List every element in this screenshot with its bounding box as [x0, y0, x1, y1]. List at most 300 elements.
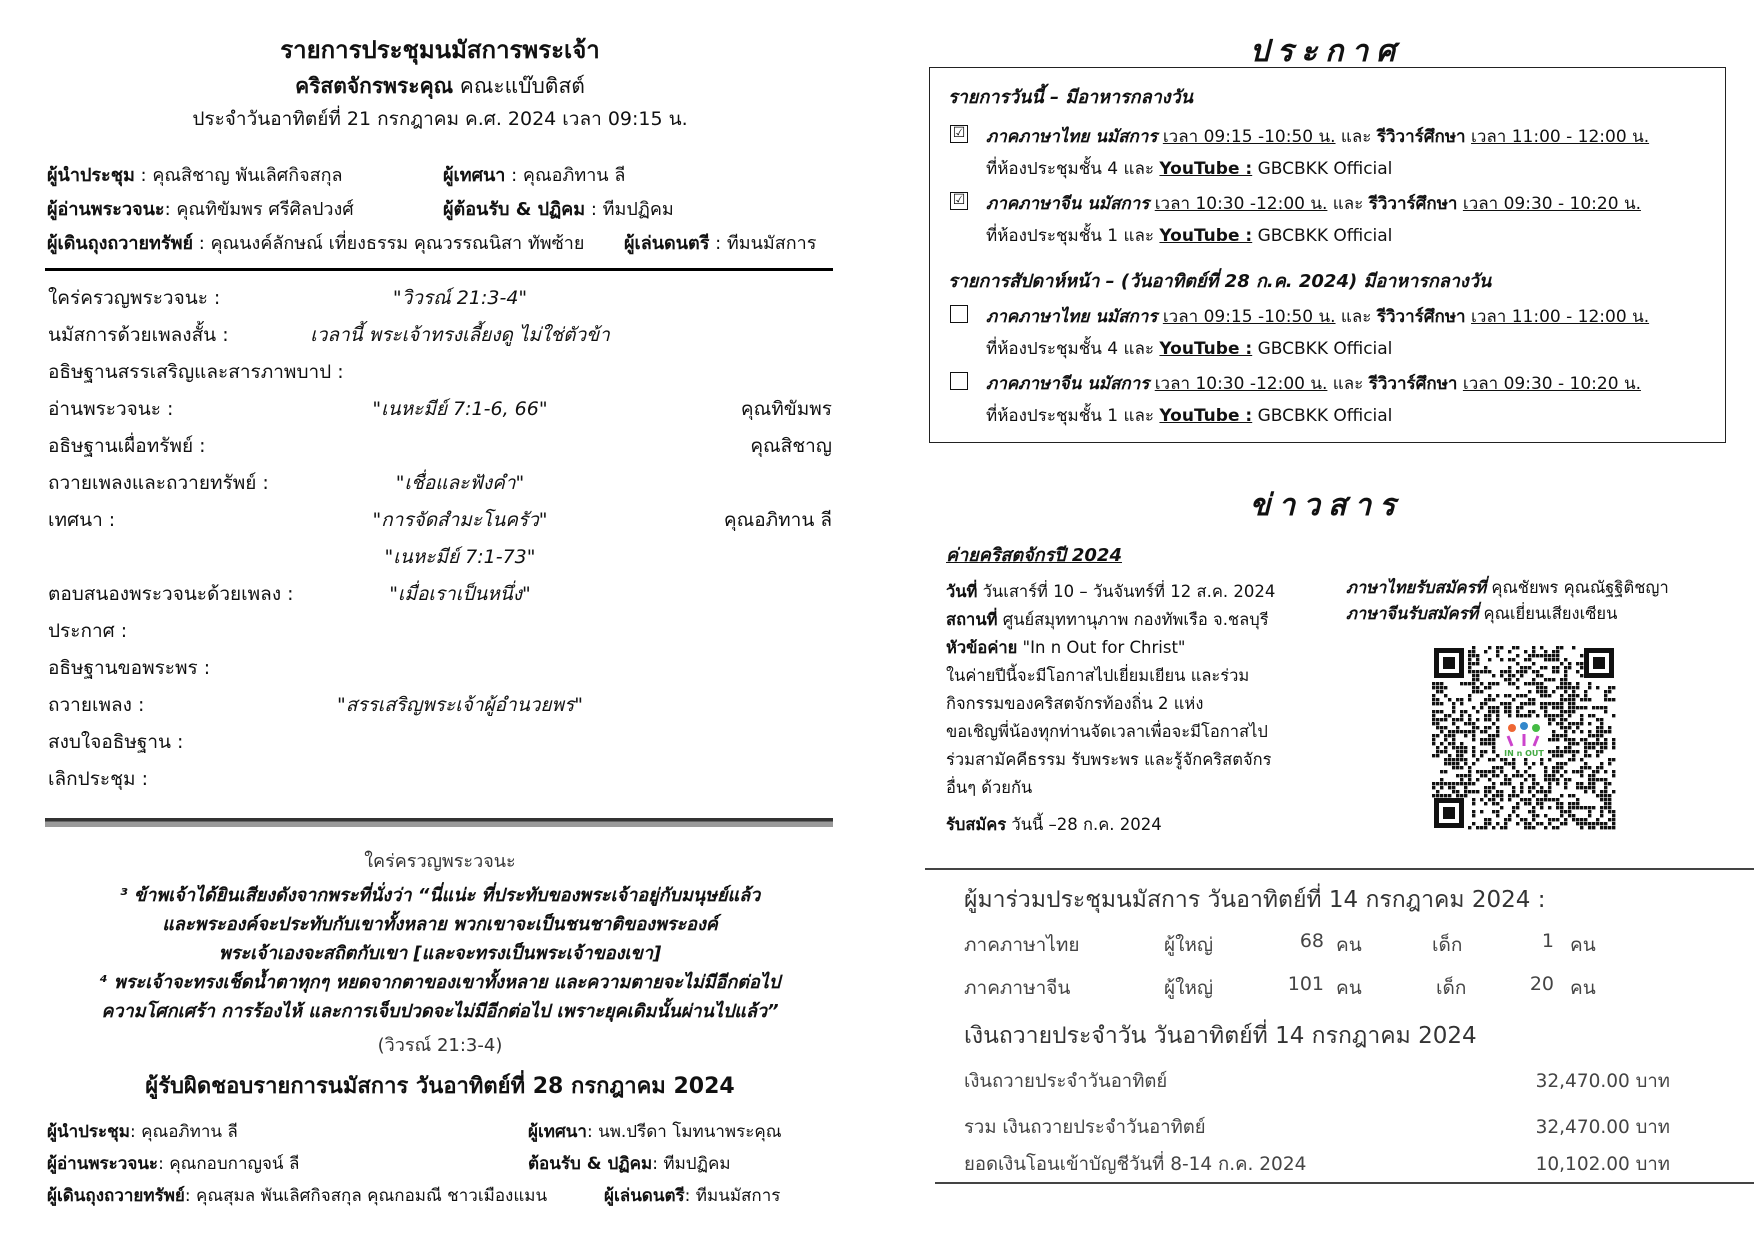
order-label: ใคร่ครวญพระวจนะ : [48, 287, 221, 309]
qr-module [1608, 686, 1611, 689]
camp-body-line: อื่นๆ ด้วยกัน [946, 778, 1033, 797]
qr-module [1612, 698, 1615, 701]
qr-module [1584, 738, 1587, 741]
camp-body-line: ร่วมสามัคคีธรรม รับพระพร และรู้จักคริสตจักร [946, 750, 1272, 769]
church-denomination: คณะแบ๊บติสต์ [459, 74, 585, 98]
camp-body-line: ในค่ายปีนี้จะมีโอกาสไปเยี่ยมเยียน และร่วม [946, 666, 1250, 685]
qr-module [1492, 738, 1495, 741]
service-language: ภาคภาษาไทย นมัสการ [986, 307, 1158, 327]
qr-module [1452, 710, 1455, 713]
qr-module [1528, 826, 1531, 829]
qr-module [1532, 678, 1535, 681]
qr-module [1596, 794, 1599, 797]
qr-module [1604, 802, 1607, 805]
qr-module [1436, 794, 1439, 797]
qr-module [1572, 742, 1575, 745]
order-detail: "เมื่อเราเป็นหนึ่ง" [389, 583, 531, 605]
qr-module [1476, 674, 1479, 677]
qr-module [1584, 698, 1587, 701]
qr-module [1592, 822, 1595, 825]
next-musician [604, 1182, 780, 1209]
qr-module [1460, 698, 1463, 701]
qr-module [1480, 670, 1483, 673]
qr-module [1512, 790, 1515, 793]
qr-module [1576, 694, 1579, 697]
qr-module [1580, 662, 1583, 665]
qr-module [1528, 810, 1531, 813]
qr-module [1612, 758, 1615, 761]
qr-module [1444, 770, 1447, 773]
study-label: รีวิวาร์ศึกษา [1368, 374, 1458, 394]
qr-module [1604, 790, 1607, 793]
qr-module [1484, 702, 1487, 705]
qr-module [1488, 698, 1491, 701]
qr-module [1452, 738, 1455, 741]
qr-module [1532, 662, 1535, 665]
qr-module [1468, 654, 1471, 657]
qr-module [1444, 734, 1447, 737]
qr-module [1580, 714, 1583, 717]
qr-module [1436, 702, 1439, 705]
qr-module [1524, 802, 1527, 805]
camp-registration-label: รับสมัคร [946, 815, 1007, 834]
qr-module [1432, 786, 1435, 789]
qr-module [1500, 674, 1503, 677]
qr-module [1584, 690, 1587, 693]
qr-module [1520, 818, 1523, 821]
qr-module [1588, 714, 1591, 717]
qr-module [1496, 814, 1499, 817]
attendance-group: ภาคภาษาจีน [964, 977, 1071, 999]
qr-module [1560, 814, 1563, 817]
offering-amount: 10,102.00 บาท [1535, 1154, 1670, 1175]
qr-module [1492, 810, 1495, 813]
qr-module [1548, 722, 1551, 725]
qr-module [1552, 750, 1555, 753]
qr-module [1496, 774, 1499, 777]
qr-code-icon[interactable] [1432, 646, 1616, 830]
qr-module [1560, 722, 1563, 725]
qr-module [1568, 710, 1571, 713]
qr-module [1520, 798, 1523, 801]
qr-module [1508, 678, 1511, 681]
qr-module [1604, 746, 1607, 749]
next-musician-label: ผู้เล่นดนตรี [604, 1186, 685, 1206]
qr-module [1600, 718, 1603, 721]
qr-module [1532, 762, 1535, 765]
qr-module [1536, 802, 1539, 805]
study-time: เวลา 09:30 - 10:20 น. [1462, 194, 1641, 214]
qr-module [1520, 674, 1523, 677]
qr-module [1576, 806, 1579, 809]
qr-module [1444, 750, 1447, 753]
qr-module [1540, 798, 1543, 801]
qr-module [1480, 690, 1483, 693]
qr-module [1572, 690, 1575, 693]
qr-module [1556, 702, 1559, 705]
qr-module [1472, 682, 1475, 685]
service-location [986, 335, 1392, 362]
qr-module [1584, 790, 1587, 793]
qr-module [1516, 714, 1519, 717]
qr-module [1440, 770, 1443, 773]
service-language: ภาคภาษาจีน นมัสการ [986, 374, 1150, 394]
adult-count: 101 [1287, 973, 1324, 995]
qr-module [1468, 778, 1471, 781]
qr-module [1552, 706, 1555, 709]
qr-module [1472, 822, 1475, 825]
qr-module [1492, 750, 1495, 753]
qr-module [1448, 698, 1451, 701]
verse-line: พระเจ้าเองจะสถิตกับเขา [และจะทรงเป็นพระเจ้าของเขา] [218, 943, 662, 964]
camp-theme [946, 635, 1186, 661]
usher-value: : ทีมปฏิคม [585, 199, 674, 220]
qr-module [1588, 754, 1591, 757]
qr-module [1600, 798, 1603, 801]
order-label: เทศนา : [48, 509, 116, 531]
qr-module [1500, 770, 1503, 773]
qr-module [1444, 718, 1447, 721]
qr-module [1432, 734, 1435, 737]
qr-module [1612, 822, 1615, 825]
camp-place-value: ศูนย์สมุททานุภาพ กองทัพเรือ จ.ชลบุรี [997, 610, 1269, 629]
chinese-registration [1346, 601, 1617, 627]
qr-module [1436, 734, 1439, 737]
qr-module [1484, 718, 1487, 721]
qr-module [1516, 806, 1519, 809]
qr-module [1604, 786, 1607, 789]
qr-module [1464, 730, 1467, 733]
service-line [986, 123, 1649, 150]
qr-module [1440, 682, 1443, 685]
qr-module [1560, 698, 1563, 701]
youtube-link: YouTube : [1159, 339, 1253, 359]
qr-module [1568, 758, 1571, 761]
qr-module [1532, 670, 1535, 673]
qr-module [1556, 706, 1559, 709]
qr-module [1508, 674, 1511, 677]
qr-module [1520, 666, 1523, 669]
qr-module [1492, 794, 1495, 797]
qr-module [1580, 758, 1583, 761]
musician-label: ผู้เล่นดนตรี [624, 233, 710, 254]
qr-module [1512, 674, 1515, 677]
leader-value: : คุณสิชาญ พันเลิศกิจสกุล [134, 165, 343, 186]
qr-module [1588, 778, 1591, 781]
qr-module [1564, 746, 1567, 749]
qr-module [1604, 730, 1607, 733]
qr-module [1492, 706, 1495, 709]
qr-module [1484, 802, 1487, 805]
qr-module [1532, 702, 1535, 705]
qr-module [1592, 746, 1595, 749]
qr-module [1572, 702, 1575, 705]
qr-module [1528, 682, 1531, 685]
qr-module [1544, 790, 1547, 793]
qr-module [1528, 702, 1531, 705]
qr-module [1432, 782, 1435, 785]
qr-module [1452, 734, 1455, 737]
qr-module [1528, 690, 1531, 693]
qr-module [1548, 806, 1551, 809]
qr-module [1572, 722, 1575, 725]
qr-module [1608, 826, 1611, 829]
qr-module [1464, 790, 1467, 793]
qr-module [1560, 726, 1563, 729]
qr-module [1564, 778, 1567, 781]
qr-module [1524, 650, 1527, 653]
leader-row [47, 160, 343, 189]
qr-module [1532, 810, 1535, 813]
next-offering-collector-label: ผู้เดินถุงถวายทรัพย์ [47, 1186, 185, 1206]
qr-module [1556, 754, 1559, 757]
qr-module [1444, 714, 1447, 717]
service-time: เวลา 09:15 -10:50 น. [1162, 127, 1336, 147]
qr-module [1436, 710, 1439, 713]
qr-module [1612, 770, 1615, 773]
camp-body-line: ขอเชิญพี่น้องทุกท่านจัดเวลาเพื่อจะมีโอกาสไป [946, 722, 1268, 741]
qr-module [1560, 810, 1563, 813]
qr-module [1536, 654, 1539, 657]
thai-registration [1346, 575, 1669, 601]
order-label: อธิษฐานขอพระพร : [48, 657, 211, 679]
qr-module [1588, 806, 1591, 809]
qr-module [1588, 686, 1591, 689]
checkbox-icon [950, 372, 968, 390]
thai-registration-label: ภาษาไทยรับสมัครที่ [1346, 578, 1487, 597]
qr-module [1580, 722, 1583, 725]
qr-module [1580, 718, 1583, 721]
qr-module [1496, 706, 1499, 709]
offering-title: เงินถวายประจำวัน วันอาทิตย์ที่ 14 กรกฎาคม 2024 [964, 1023, 1477, 1049]
qr-module [1496, 710, 1499, 713]
qr-module [1556, 770, 1559, 773]
qr-module [1596, 818, 1599, 821]
qr-module [1492, 682, 1495, 685]
qr-module [1536, 670, 1539, 673]
qr-module [1440, 718, 1443, 721]
camp-theme-label: หัวข้อค่าย [946, 638, 1018, 657]
study-time: เวลา 09:30 - 10:20 น. [1462, 374, 1641, 394]
qr-module [1524, 702, 1527, 705]
qr-module [1536, 798, 1539, 801]
qr-module [1456, 758, 1459, 761]
order-label: อ่านพระวจนะ : [48, 398, 174, 420]
qr-module [1436, 698, 1439, 701]
qr-module [1452, 758, 1455, 761]
qr-module [1604, 694, 1607, 697]
qr-module [1604, 778, 1607, 781]
qr-module [1540, 802, 1543, 805]
study-label: รีวิวาร์ศึกษา [1368, 194, 1458, 214]
qr-module [1460, 750, 1463, 753]
qr-module [1536, 682, 1539, 685]
qr-module [1568, 814, 1571, 817]
qr-module [1564, 818, 1567, 821]
divider [935, 1182, 1754, 1184]
divider-thick [45, 818, 833, 827]
qr-module [1456, 730, 1459, 733]
qr-module [1492, 774, 1495, 777]
qr-module [1524, 822, 1527, 825]
qr-module [1456, 794, 1459, 797]
order-label: ถวายเพลงและถวายทรัพย์ : [48, 472, 269, 494]
qr-module [1568, 662, 1571, 665]
youtube-channel: GBCBKK Official [1252, 339, 1393, 359]
qr-module [1516, 654, 1519, 657]
qr-module [1580, 698, 1583, 701]
qr-module [1572, 646, 1575, 649]
qr-module [1600, 730, 1603, 733]
qr-module [1476, 790, 1479, 793]
order-detail: "วิวรณ์ 21:3-4" [392, 287, 528, 309]
qr-module [1480, 682, 1483, 685]
qr-module [1472, 646, 1475, 649]
qr-module [1496, 822, 1499, 825]
qr-module [1556, 650, 1559, 653]
offering-collector-value: : คุณนงค์ลักษณ์ เที่ยงธรรม คุณวรรณนิสา ทัพซ้าย [193, 233, 585, 254]
qr-module [1564, 770, 1567, 773]
qr-module [1540, 706, 1543, 709]
qr-module [1492, 742, 1495, 745]
qr-module [1440, 690, 1443, 693]
qr-module [1552, 734, 1555, 737]
qr-module [1484, 730, 1487, 733]
qr-module [1600, 806, 1603, 809]
qr-module [1568, 714, 1571, 717]
qr-module [1520, 694, 1523, 697]
qr-module [1604, 742, 1607, 745]
qr-module [1496, 766, 1499, 769]
qr-module [1436, 782, 1439, 785]
qr-module [1432, 738, 1435, 741]
qr-module [1584, 706, 1587, 709]
qr-module [1460, 754, 1463, 757]
qr-module [1504, 706, 1507, 709]
qr-module [1596, 738, 1599, 741]
camp-date-value: วันเสาร์ที่ 10 – วันจันทร์ที่ 12 ส.ค. 2024 [977, 582, 1276, 601]
service-language: ภาคภาษาไทย นมัสการ [986, 127, 1158, 147]
qr-module [1604, 690, 1607, 693]
next-leader-label: ผู้นำประชุม [47, 1122, 130, 1142]
qr-module [1468, 666, 1471, 669]
qr-module [1472, 782, 1475, 785]
church-name-bold: คริสตจักรพระคุณ [295, 74, 454, 98]
qr-module [1516, 694, 1519, 697]
qr-module [1568, 802, 1571, 805]
qr-module [1524, 658, 1527, 661]
qr-module [1548, 790, 1551, 793]
qr-module [1580, 766, 1583, 769]
qr-module [1516, 814, 1519, 817]
next-reader [47, 1150, 299, 1177]
qr-module [1568, 698, 1571, 701]
verse-line: และพระองค์จะประทับกับเขาทั้งหลาย พวกเขาจะเป็นชนชาติของพระองค์ [162, 914, 718, 935]
qr-module [1444, 686, 1447, 689]
qr-module [1552, 714, 1555, 717]
qr-module [1540, 686, 1543, 689]
qr-module [1528, 766, 1531, 769]
qr-module [1604, 798, 1607, 801]
qr-module [1508, 650, 1511, 653]
qr-module [1452, 706, 1455, 709]
qr-module [1472, 690, 1475, 693]
qr-module [1460, 746, 1463, 749]
qr-module [1580, 770, 1583, 773]
qr-module [1528, 666, 1531, 669]
qr-module [1548, 822, 1551, 825]
qr-module [1452, 766, 1455, 769]
qr-module [1572, 770, 1575, 773]
qr-module [1444, 746, 1447, 749]
qr-module [1472, 750, 1475, 753]
qr-module [1464, 774, 1467, 777]
qr-module [1436, 686, 1439, 689]
qr-module [1432, 794, 1435, 797]
qr-module [1504, 762, 1507, 765]
qr-module [1544, 814, 1547, 817]
qr-module [1440, 686, 1443, 689]
qr-module [1484, 714, 1487, 717]
offering-label: เงินถวายประจำวันอาทิตย์ [964, 1071, 1168, 1092]
service-and: และ [1335, 127, 1377, 147]
qr-module [1512, 806, 1515, 809]
qr-module [1560, 794, 1563, 797]
qr-module [1612, 686, 1615, 689]
qr-module [1536, 690, 1539, 693]
qr-module [1588, 742, 1591, 745]
qr-module [1528, 654, 1531, 657]
qr-module [1472, 726, 1475, 729]
qr-module [1472, 746, 1475, 749]
qr-module [1596, 686, 1599, 689]
qr-module [1600, 742, 1603, 745]
qr-module [1568, 686, 1571, 689]
study-label: รีวิวาร์ศึกษา [1376, 307, 1466, 327]
qr-module [1488, 726, 1491, 729]
qr-module [1584, 766, 1587, 769]
qr-module [1508, 714, 1511, 717]
qr-module [1612, 738, 1615, 741]
child-label: เด็ก [1436, 977, 1467, 999]
next-usher-label: ต้อนรับ & ปฏิคม [528, 1154, 653, 1174]
qr-module [1544, 774, 1547, 777]
qr-module [1472, 662, 1475, 665]
qr-module [1552, 650, 1555, 653]
qr-module [1524, 694, 1527, 697]
qr-module [1568, 722, 1571, 725]
qr-module [1492, 766, 1495, 769]
qr-module [1580, 730, 1583, 733]
qr-module [1564, 730, 1567, 733]
qr-module [1604, 822, 1607, 825]
qr-module [1588, 730, 1591, 733]
qr-module [1444, 794, 1447, 797]
qr-module [1560, 734, 1563, 737]
qr-module [1488, 694, 1491, 697]
next-musician-value: : ทีมนมัสการ [684, 1186, 781, 1206]
qr-module [1580, 774, 1583, 777]
qr-module [1468, 650, 1471, 653]
qr-module [1588, 698, 1591, 701]
qr-module [1480, 702, 1483, 705]
qr-module [1460, 710, 1463, 713]
qr-module [1492, 770, 1495, 773]
qr-module [1528, 714, 1531, 717]
qr-module [1492, 734, 1495, 737]
qr-module [1528, 798, 1531, 801]
youtube-link: YouTube : [1159, 406, 1253, 426]
